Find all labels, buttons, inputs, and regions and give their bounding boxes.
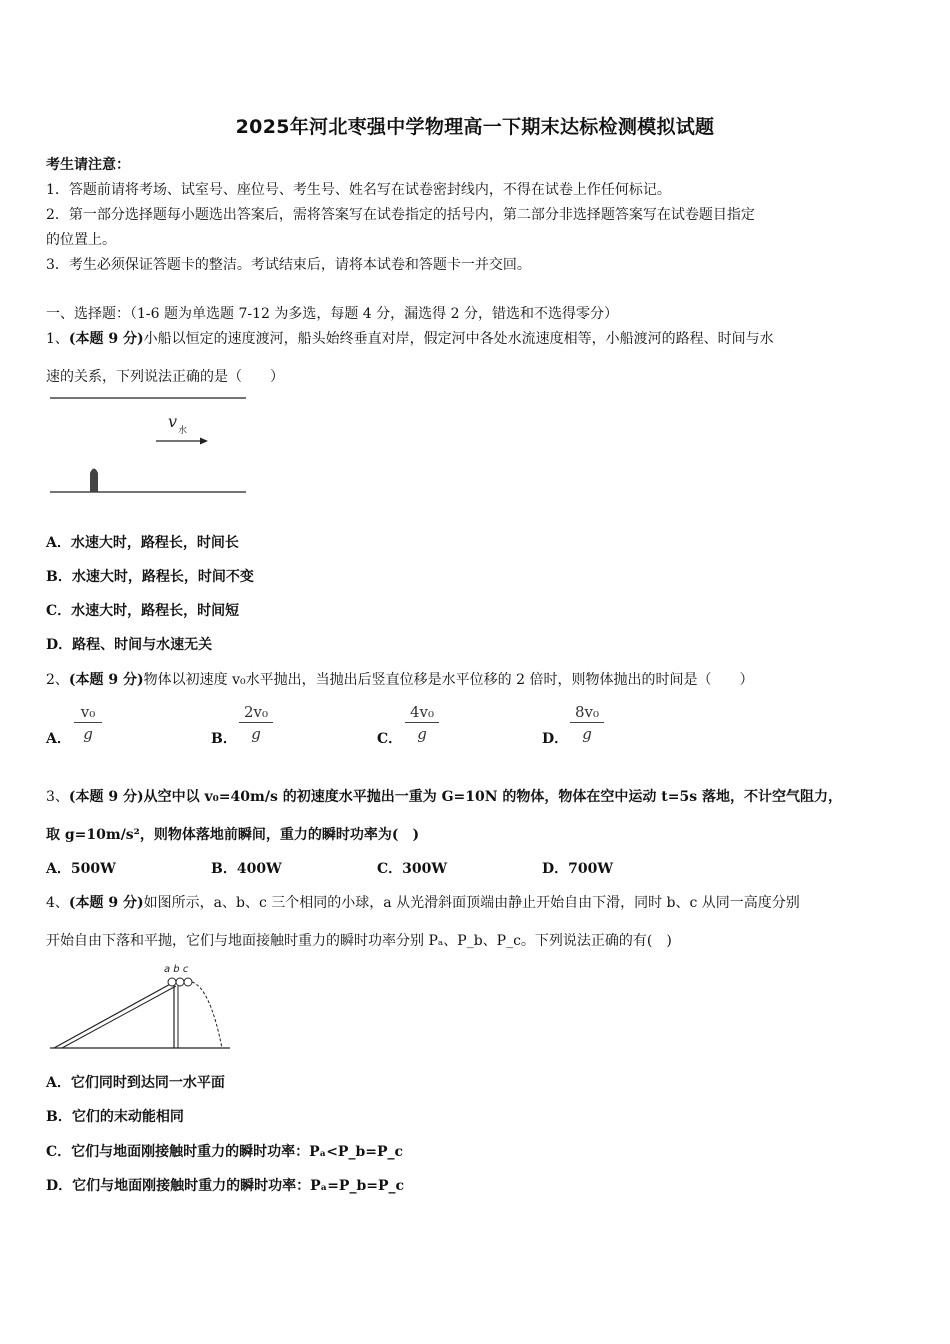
notice-heading: 考生请注意：: [46, 157, 130, 173]
q4-option-c: C．它们与地面刚接触时重力的瞬时功率：Pₐ<P_b=P_c: [46, 1144, 404, 1160]
ball-labels: a b c: [164, 964, 189, 975]
question-score-tag: (本题 9 分): [68, 789, 144, 805]
q2-option-a-fraction: v₀ g: [74, 703, 102, 743]
q2-option-d-fraction: 8v₀ g: [570, 703, 604, 743]
section-header: 一、选择题：（1-6 题为单选题 7-12 为多选，每题 4 分，漏选得 2 分，错选和不选得零分）: [46, 306, 618, 322]
q4-option-d: D．它们与地面刚接触时重力的瞬时功率：Pₐ=P_b=P_c: [46, 1178, 405, 1194]
q3-option-d: D．700W: [542, 861, 614, 877]
q3-option-b: B．400W: [211, 861, 282, 877]
question-score-tag: (本题 9 分): [68, 672, 144, 688]
q2-option-c-letter: C．: [377, 731, 403, 747]
question-text: 小船以恒定的速度渡河，船头始终垂直对岸，假定河中各处水流速度相等，小船渡河的路程、时间与水: [143, 331, 774, 347]
q1-option-d: D．路程、时间与水速无关: [46, 637, 213, 653]
question-prefix: 2、: [46, 672, 69, 688]
notice-item: 的位置上。: [46, 232, 116, 248]
question-3-line-2: 取 g=10m/s²，则物体落地前瞬间，重力的瞬时功率为( ): [46, 827, 420, 843]
q1-option-c: C．水速大时，路程长，时间短: [46, 603, 240, 619]
q4-option-b: B．它们的末动能相同: [46, 1109, 184, 1125]
q1-option-b: B．水速大时，路程长，时间不变: [46, 569, 254, 585]
q2-option-b-fraction: 2v₀ g: [239, 703, 273, 743]
q3-option-c: C．300W: [377, 861, 448, 877]
q3-option-a: A．500W: [46, 861, 116, 877]
river-boat-figure: [50, 396, 250, 496]
question-2-line: [46, 669, 753, 689]
notice-item: 3．考生必须保证答题卡的整洁。考试结束后，请将本试卷和答题卡一并交回。: [46, 257, 531, 273]
question-4-line-1: [46, 892, 800, 912]
page-title: 2025年河北枣强中学物理高一下期末达标检测模拟试题: [235, 116, 715, 138]
notice-item: 2．第一部分选择题每小题选出答案后，需将答案写在试卷指定的括号内，第二部分非选择题答案写在试卷题目指定: [46, 207, 755, 223]
q2-option-b-letter: B．: [211, 731, 237, 747]
notice-item: 1．答题前请将考场、试室号、座位号、考生号、姓名写在试卷密封线内，不得在试卷上作任何标记。: [46, 182, 671, 198]
question-score-tag: (本题 9 分): [68, 895, 144, 911]
velocity-label: v: [168, 412, 178, 431]
question-4-line-2: 开始自由下落和平抛，它们与地面接触时重力的瞬时功率分别 Pₐ、P_b、P_c。下列说法正确的有( ): [46, 933, 672, 949]
incline-balls-figure: [50, 960, 235, 1052]
q2-option-d-letter: D．: [542, 731, 569, 747]
question-prefix: 1、: [46, 331, 69, 347]
question-text: 物体以初速度 v₀水平抛出，当抛出后竖直位移是水平位移的 2 倍时，则物体抛出的时间是（ ）: [143, 672, 754, 688]
question-prefix: 4、: [46, 895, 69, 911]
q4-option-a: A．它们同时到达同一水平面: [46, 1075, 225, 1091]
q2-option-c-fraction: 4v₀ g: [405, 703, 439, 743]
question-text: 如图所示，a、b、c 三个相同的小球，a 从光滑斜面顶端由静止开始自由下滑，同时 b、c 从同一高度分别: [143, 895, 800, 911]
question-prefix: 3、: [46, 789, 69, 805]
question-1-line-1: [46, 328, 774, 348]
question-1-line-2: 速的关系，下列说法正确的是（ ）: [46, 369, 284, 385]
velocity-subscript: 水: [178, 426, 188, 436]
question-score-tag: (本题 9 分): [68, 331, 144, 347]
question-3-line-1: [46, 786, 842, 806]
question-text: 从空中以 v₀=40m/s 的初速度水平抛出一重为 G=10N 的物体，物体在空中运动 t=5s 落地，不计空气阻力，: [143, 789, 842, 805]
q1-option-a: A．水速大时，路程长，时间长: [46, 535, 239, 551]
q2-option-a-letter: A．: [46, 731, 71, 747]
